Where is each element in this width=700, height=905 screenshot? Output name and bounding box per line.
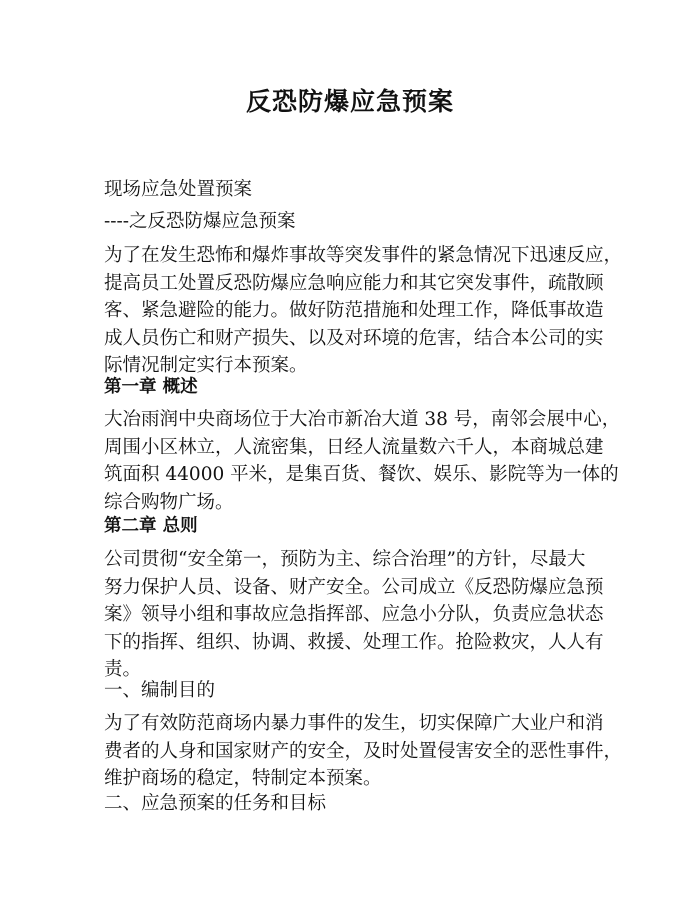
chapter-1-body <box>104 406 621 516</box>
chapter-1-line: 大冶雨润中央商场位于大冶市新冶大道 38 号，南邻会展中心， <box>104 409 621 430</box>
subtitle-line-2: ----之反恐防爆应急预案 <box>104 210 296 232</box>
intro-line: 客、紧急避险的能力。做好防范措施和处理工作，降低事故造 <box>104 300 604 321</box>
chapter-1-line: 周围小区林立，人流密集，日经人流量数六千人，本商城总建 <box>104 436 604 458</box>
section-1-line: 为了有效防范商场内暴力事件的发生，切实保障广大业户和消 <box>104 713 604 734</box>
chapter-1-heading: 第一章 概述 <box>104 377 198 397</box>
intro-line: 际情况制定实行本预案。 <box>104 355 308 376</box>
section-1-body <box>104 710 623 793</box>
chapter-2-line: 努力保护人员、设备、财产安全。公司成立《反恐防爆应急预 <box>104 576 604 598</box>
document-title: 反恐防爆应急预案 <box>245 87 454 116</box>
chapter-2-body <box>104 546 604 684</box>
chapter-2-line: 案》领导小组和事故应急指挥部、应急小分队，负责应急状态 <box>104 604 604 625</box>
section-1-line: 维护商场的稳定，特制定本预案。 <box>104 768 382 789</box>
intro-paragraph <box>104 242 623 380</box>
subtitle-line-1: 现场应急处置预案 <box>104 179 253 200</box>
chapter-1-line: 筑面积 44000 平米，是集百货、餐饮、娱乐、影院等为一体的 <box>104 464 619 485</box>
section-2 <box>104 790 604 818</box>
chapter-2-heading: 第二章 总则 <box>104 516 198 536</box>
chapter-2-line: 责。 <box>104 659 142 680</box>
intro-line: 为了在发生恐怖和爆炸事故等突发事件的紧急情况下迅速反应， <box>104 245 623 266</box>
intro-line: 提高员工处置反恐防爆应急响应能力和其它突发事件，疏散顾 <box>104 272 604 294</box>
section-1-line: 费者的人身和国家财产的安全，及时处置侵害安全的恶性事件， <box>104 740 623 762</box>
chapter-1-line: 综合购物广场。 <box>104 491 234 513</box>
chapter-2-line: 公司贯彻“安全第一，预防为主、综合治理”的方针，尽最大 <box>104 549 586 570</box>
chapter-2-line: 下的指挥、组织、协调、救援、处理工作。抢险救灾，人人有 <box>104 631 604 653</box>
chapter-2 <box>104 513 604 540</box>
section-2-heading: 二、应急预案的任务和目标 <box>104 793 327 814</box>
subtitle-block <box>104 176 604 235</box>
section-1 <box>104 677 604 705</box>
intro-line: 成人员伤亡和财产损失、以及对环境的危害，结合本公司的实 <box>104 327 604 349</box>
chapter-1 <box>104 374 604 401</box>
section-1-heading: 一、编制目的 <box>104 680 216 701</box>
